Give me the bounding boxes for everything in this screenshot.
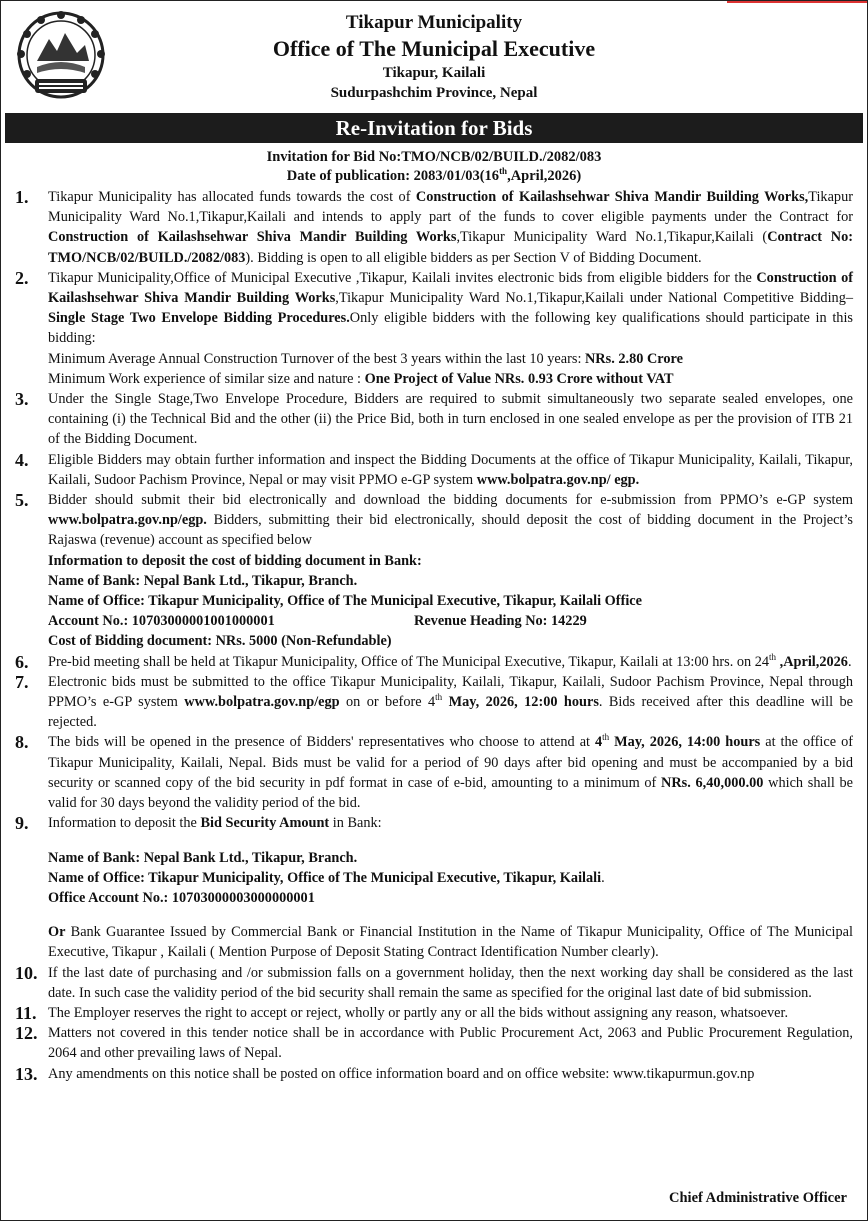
clause-number: 1. <box>15 187 29 207</box>
bid-number: Invitation for Bid No:TMO/NCB/02/BUILD./2082/083 <box>266 149 602 165</box>
clause-3: 3. Under the Single Stage,Two Envelope Procedure, Bidders are required to submit simultaneously two separate sealed envelopes, one containing (i) the Technical Bid and the other (ii) the Price Bid, both in turn enclosed in one sealed envelope as per the provision of ITB 21 of the Bidding Document. <box>15 389 853 448</box>
clause-7: 7. Electronic bids must be submitted to the office Tikapur Municipality, Kailali, Tikapur, Kailali, Sudoor Pachism Province, Nepal through PPMO’s e-GP system www.bolpatra.gov.np/egp on or before 4th May, 2026, 12:00 hours. Bids received after this deadline will be rejected. <box>15 671 854 731</box>
header <box>1 1 867 111</box>
clause-11: 11. The Employer reserves the right to accept or reject, wholly or partly any or all the bids without assigning any reason, whatsoever. <box>15 1002 789 1023</box>
publication-date: Date of publication: 2083/01/03(16th,April,2026) <box>286 166 582 184</box>
office-name: Office of The Municipal Executive <box>272 36 596 61</box>
clause-6: 6. Pre-bid meeting shall be held at Tikapur Municipality, Office of The Municipal Executive, Tikapur, Kailali at 13:00 hrs. on 24th ,April,2026. <box>15 651 852 672</box>
clause-number: 4. <box>15 449 29 470</box>
clause-number: 10. <box>15 962 38 983</box>
qualification-experience: Minimum Work experience of similar size and nature : One Project of Value NRs. 0.93 Crore without VAT <box>48 370 674 387</box>
clause-1: 1. Tikapur Municipality has allocated funds towards the cost of Construction of Kailashsehwar Shiva Mandir Building Works,Tikapur Municipality Ward No.1,Tikapur,Kailali and intends to apply part of the funds to cover eligible payments under the Contract for Construction of Kailashsehwar Shiva Mandir Building Works,Tikapur Municipality Ward No.1,Tikapur,Kailali (Contract No: TMO/NCB/02/BUILD./2082/083). Bidding is open to all eligible bidders as per Section V of Bidding Document. <box>15 187 853 266</box>
signature-line: Chief Administrative Officer <box>669 1190 847 1206</box>
bidding-cost-bank-info: Information to deposit the cost of bidding document in Bank: Name of Bank: Nepal Bank Ltd., Tikapur, Branch. Name of Office: Tikapur Municipality, Office of The Municipal Executive, Tikapur, Kailali Office Account No.: 10703000001001000001 Revenue Heading No: 14229 Cost of Bidding document: NRs. 5000 (Non-Refundable) <box>48 552 642 650</box>
bid-meta <box>1 148 867 186</box>
clause-5: 5. Bidder should submit their bid electronically and download the bidding documents for e-submission from PPMO’s e-GP system www.bolpatra.gov.np/egp. Bidders, submitting their bid electronically, should deposit the cost of bidding document in the Project’s Rajaswa (revenue) account as specified below Information to deposit the cost of bidding document in Bank: Name of Bank: Nepal Bank Ltd., Tikapur, Branch. Name of Office: Tikapur Municipality, Office of The Municipal Executive, Tikapur, Kailali Office Account No.: 10703000001001000001 Revenue Heading No: 14229 Cost of Bidding document: NRs. 5000 (Non-Refundable) <box>15 490 853 652</box>
qualification-turnover: Minimum Average Annual Construction Turnover of the best 3 years within the last 10 years: NRs. 2.80 Crore <box>48 350 683 367</box>
clause-9: 9. Information to deposit the Bid Security Amount in Bank: Name of Bank: Nepal Bank Ltd., Tikapur, Branch. Name of Office: Tikapur Municipality, Office of The Municipal Executive, Tikapur, Kailali. Office Account No.: 10703000003000000001 Or Bank Guarantee Issued by Commercial Bank or Financial Institution in the Name of Tikapur Municipality, Office of The Municipal Executive, Tikapur , Kailali ( Mention Purpose of Deposit Stating Contract Identification Number clearly). <box>15 813 853 962</box>
clause-number: 12. <box>15 1023 38 1044</box>
clause-number: 6. <box>15 651 29 672</box>
clause-number: 8. <box>15 732 29 753</box>
office-location: Tikapur, Kailali <box>382 65 486 81</box>
notice-title-banner: Re-Invitation for Bids <box>5 113 863 143</box>
header-text <box>1 11 867 103</box>
clause-number: 5. <box>15 490 29 511</box>
clause-10: 10. If the last date of purchasing and /or submission falls on a government holiday, then the next working day shall be considered as the last date. In such case the validity period of the bid security shall remain the same as specified for the original last date of bid submission. <box>15 962 853 1001</box>
municipality-name: Tikapur Municipality <box>345 12 523 33</box>
bid-security-bank-info: Name of Bank: Nepal Bank Ltd., Tikapur, Branch. Name of Office: Tikapur Municipality, Office of The Municipal Executive, Tikapur, Kailali. Office Account No.: 10703000003000000001 <box>48 849 605 906</box>
clause-number: 13. <box>15 1063 38 1084</box>
clause-12: 12. Matters not covered in this tender notice shall be in accordance with Public Procurement Act, 2063 and Public Procurement Regulation, 2064 and other prevailing laws of Nepal. <box>15 1023 853 1062</box>
clause-2: 2. Tikapur Municipality,Office of Municipal Executive ,Tikapur, Kailali invites electronic bids from eligible bidders for the Construction of Kailashsehwar Shiva Mandir Building Works,Tikapur Municipality Ward No.1,Tikapur,Kailali under National Competitive Bidding–Single Stage Two Envelope Bidding Procedures.Only eligible bidders with the following key qualifications should participate in this bidding: Minimum Average Annual Construction Turnover of the best 3 years within the last 10 years: NRs. 2.80 Crore Minimum Work experience of similar size and nature : One Project of Value NRs. 0.93 Crore without VAT <box>15 268 853 389</box>
bank-guarantee-note: Or Bank Guarantee Issued by Commercial Bank or Financial Institution in the Name of Tikapur Municipality, Office of The Municipal Executive, Tikapur , Kailali ( Mention Purpose of Deposit Stating Contract Identification Number clearly). <box>48 924 853 961</box>
notice-body <box>15 187 853 1084</box>
clause-number: 3. <box>15 389 29 410</box>
clause-number: 2. <box>15 267 29 288</box>
clause-4: 4. Eligible Bidders may obtain further information and inspect the Bidding Documents at the office of Tikapur Municipality, Kailali, Tikapur, Kailali, Sudoor Pachism Province, Nepal or may visit PPMO e-GP system www.bolpatra.gov.np/ egp. <box>15 449 853 488</box>
clause-8: 8. The bids will be opened in the presence of Bidders' representatives who choose to attend at 4th May, 2026, 14:00 hours at the office of Tikapur Municipality, Kailali, Nepal. Bids must be valid for a period of 90 days after bid opening and must be accompanied by a bid security or scanned copy of the bid security in pdf format in case of e-bid, amounting to a minimum of NRs. 6,40,000.00 which shall be valid for 30 days beyond the validity period of the bid. <box>15 732 853 812</box>
office-province: Sudurpashchim Province, Nepal <box>330 85 538 101</box>
clause-number: 7. <box>15 671 29 692</box>
clause-number: 9. <box>15 813 29 834</box>
clause-13: 13. Any amendments on this notice shall be posted on office information board and on office website: www.tikapurmun.gov.np <box>15 1063 755 1084</box>
clause-number: 11. <box>15 1002 37 1023</box>
